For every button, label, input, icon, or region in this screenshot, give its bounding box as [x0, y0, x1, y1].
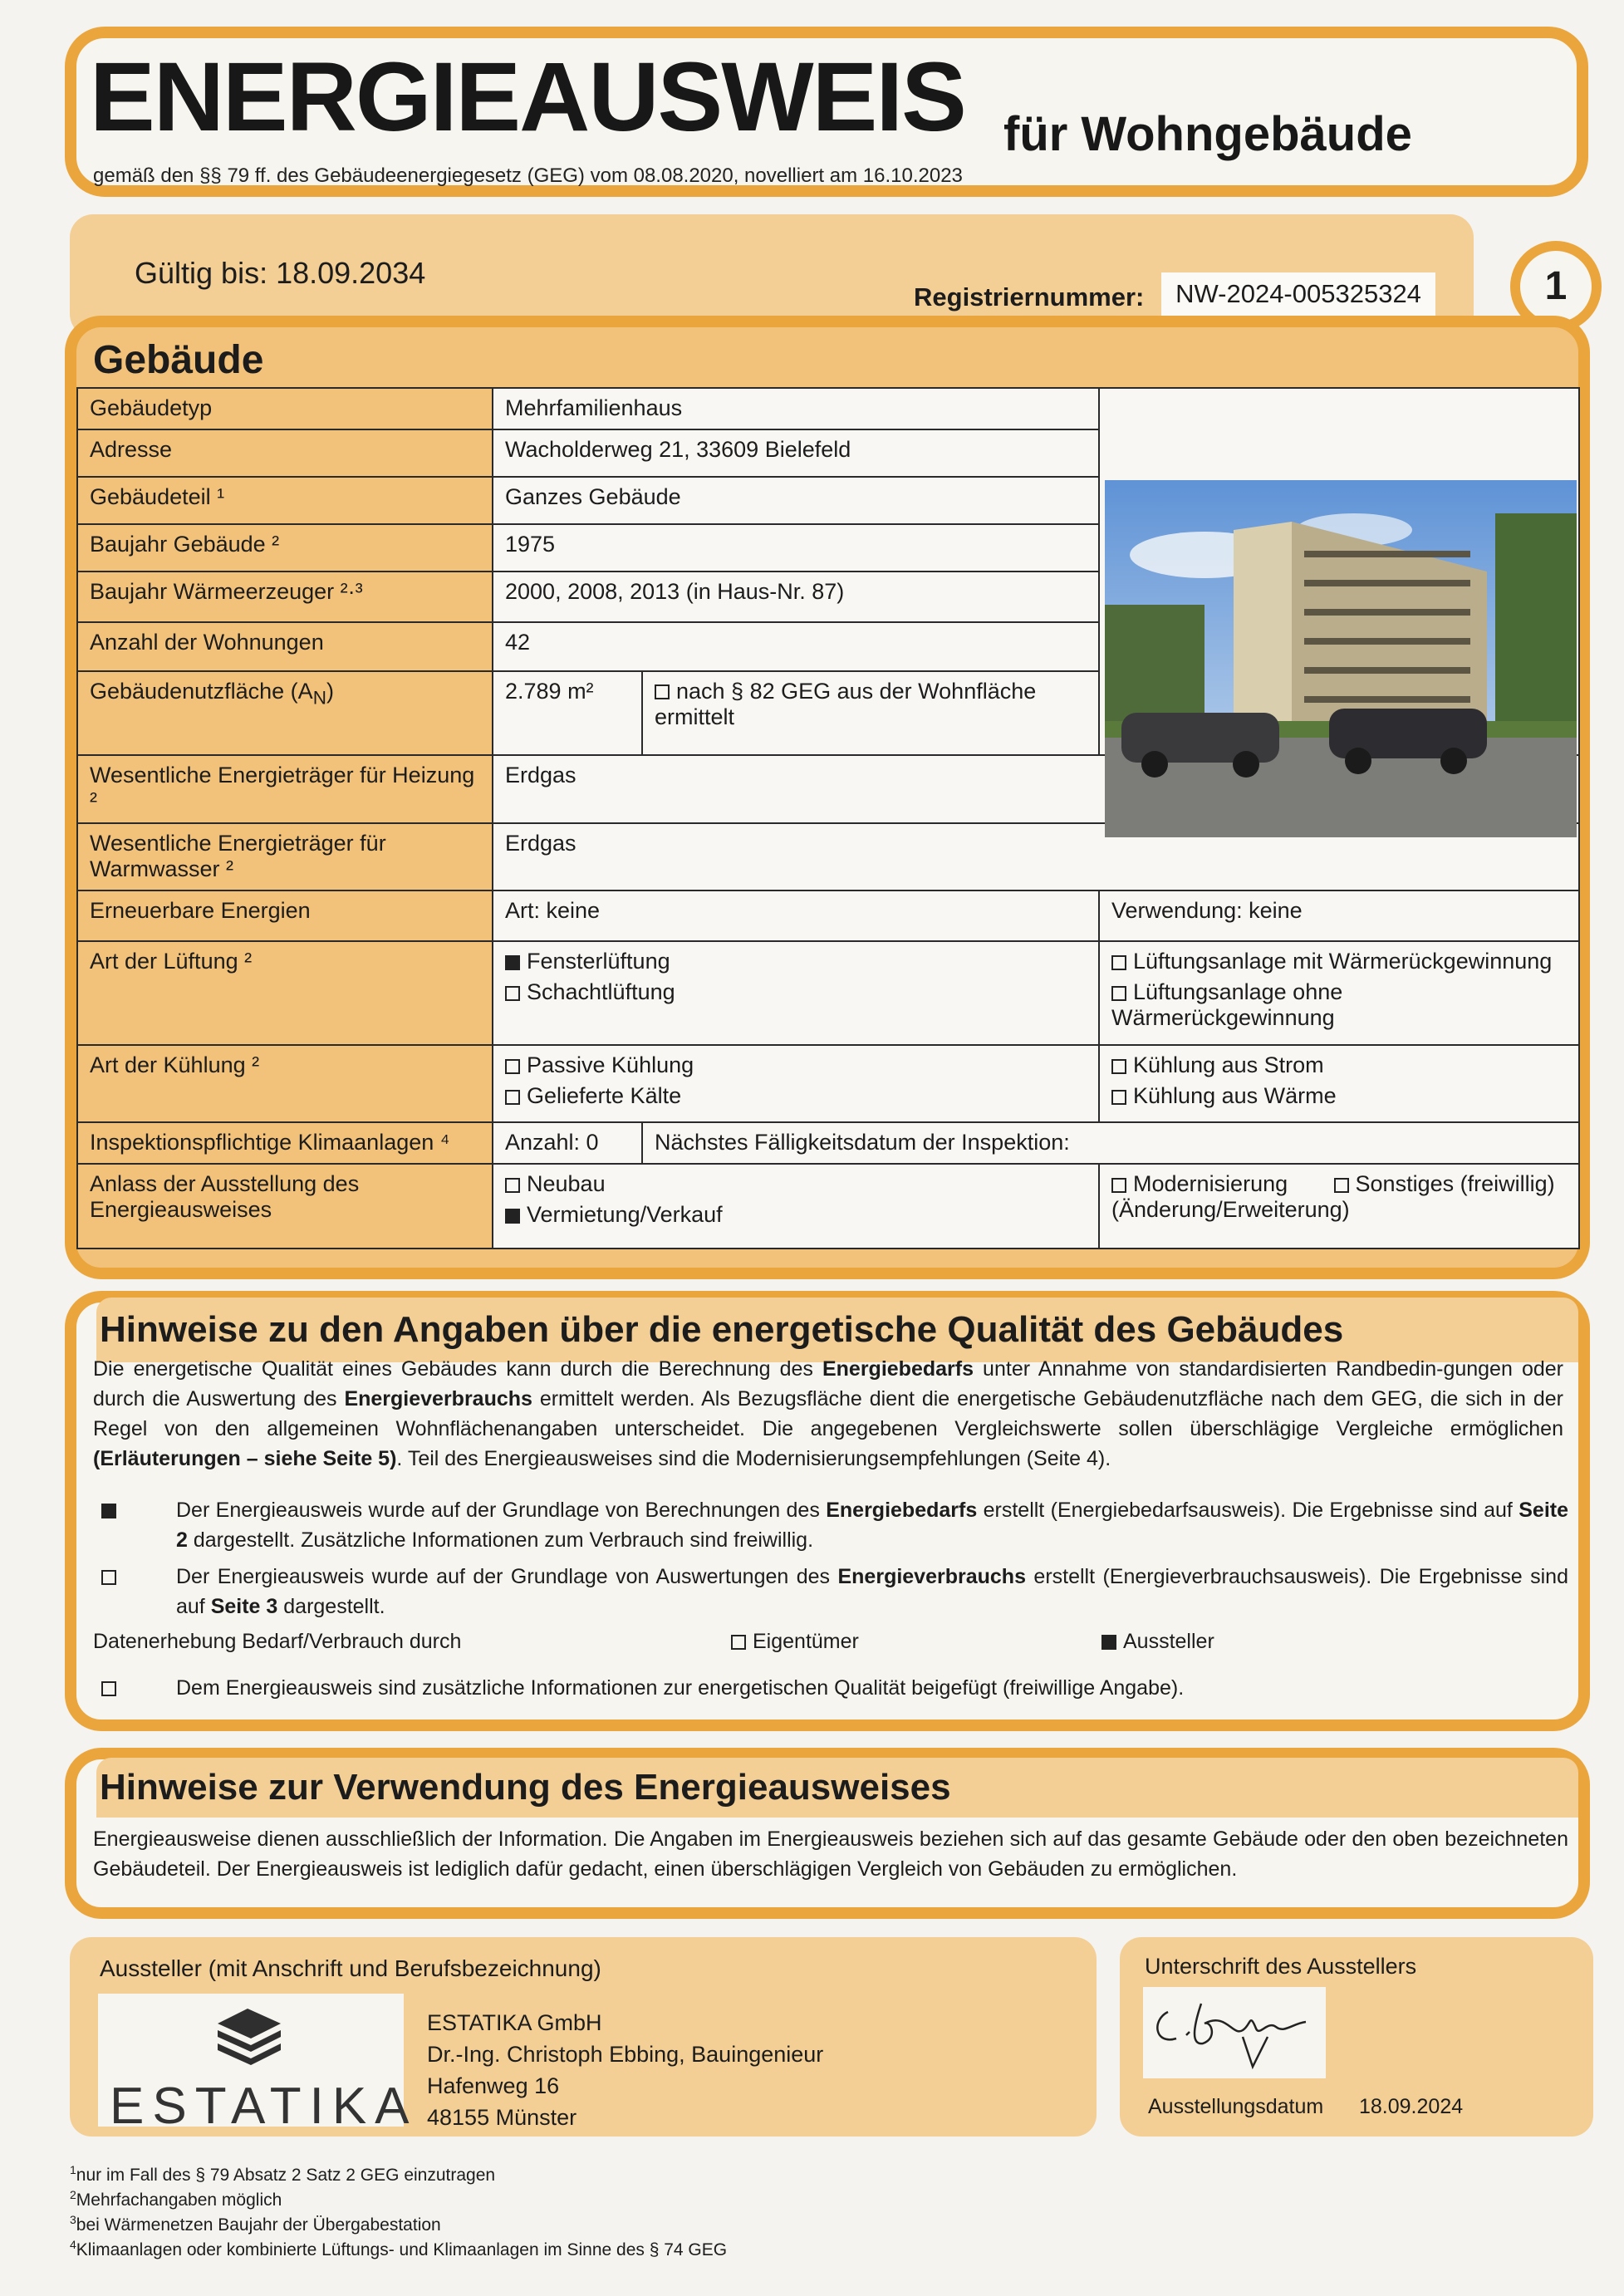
cool-options-left: Passive Kühlung Gelieferte Kälte: [493, 1045, 1099, 1123]
data-owner-option: Eigentümer: [731, 1626, 859, 1656]
checkbox: [505, 1059, 520, 1074]
page-number: 1: [1510, 241, 1602, 332]
vent-options-right: Lüftungsanlage mit Wärmerückgewinnung Lüftungsanlage ohne Wärmerückgewinnung: [1099, 941, 1579, 1045]
reason-options-left: Neubau Vermietung/Verkauf: [493, 1164, 1099, 1249]
row-value: 1975: [493, 524, 1099, 572]
row-label: Anzahl der Wohnungen: [77, 622, 493, 671]
row-label: Wesentliche Energieträger für Heizung ²: [77, 755, 493, 822]
checkbox: [101, 1562, 123, 1592]
checkbox: [505, 1178, 520, 1193]
building-photo: [1105, 480, 1577, 837]
issue-date: 18.09.2024: [1359, 2095, 1464, 2118]
row-label: Inspektionspflichtige Klimaanlagen ⁴: [77, 1122, 493, 1164]
checkbox: [1111, 1059, 1126, 1074]
checkbox: [1334, 1178, 1349, 1193]
row-label: Gebäudeteil ¹: [77, 477, 493, 524]
signature: [1143, 1987, 1326, 2078]
vent-options-left: Fensterlüftung Schachtlüftung: [493, 941, 1099, 1045]
row-label: Art der Kühlung ²: [77, 1045, 493, 1123]
row-value: Erdgas: [493, 755, 1579, 822]
row-value: Wacholderweg 21, 33609 Bielefeld: [493, 429, 1099, 477]
checkbox: [1111, 955, 1126, 970]
footnote-3: $^3$bei Wärmenetzen Baujahr der Übergabestation: [70, 2213, 441, 2235]
document-subtitle: für Wohngebäude: [1003, 107, 1412, 161]
row-label: Anlass der Ausstellung des Energieausweises: [77, 1164, 493, 1249]
cool-options-right: Kühlung aus Strom Kühlung aus Wärme: [1099, 1045, 1579, 1123]
document-title: ENERGIEAUSWEIS: [90, 42, 965, 152]
row-value: Ganzes Gebäude: [493, 477, 1099, 524]
data-issuer-option: Aussteller: [1101, 1626, 1214, 1656]
row-value: Erdgas: [493, 823, 1579, 890]
row-value: 2000, 2008, 2013 (in Haus-Nr. 87): [493, 572, 1099, 622]
checkbox-checked: [505, 955, 520, 970]
signature-label: Unterschrift des Ausstellers: [1145, 1954, 1417, 1979]
registration-label: Registriernummer:: [914, 282, 1145, 312]
option-additional-info: Dem Energieausweis sind zusätzliche Informationen zur energetischen Qualität beigefügt (freiwillige Angabe).: [176, 1676, 1185, 1700]
registration-number: NW-2024-005325324: [1161, 272, 1435, 316]
hint-usage-text: Energieausweise dienen ausschließlich der Information. Die Angaben im Energieausweis beziehen sich auf das gesamte Gebäude oder den oben bezeichneten Gebäudeteil. Der Energieausweis ist lediglich dafür gedacht, einen überschlägigen Vergleich von Gebäuden zu ermöglichen.: [93, 1827, 1568, 1881]
option-verbrauch: Der Energieausweis wurde auf der Grundlage von Auswertungen des Energieverbrauchs erstellt (Energieverbrauchsausweis). Die Ergebnisse sind auf Seite 3 dargestellt.: [176, 1565, 1568, 1618]
checkbox: [505, 986, 520, 1001]
checkbox: [655, 684, 670, 699]
row-label: Baujahr Gebäude ²: [77, 524, 493, 572]
legal-basis: gemäß den §§ 79 ff. des Gebäudeenergiegesetz (GEG) vom 08.08.2020, novelliert am 16.10.2023: [93, 164, 963, 187]
checkbox: [505, 1090, 520, 1105]
row-label: Art der Lüftung ²: [77, 941, 493, 1045]
hint-usage-title: Hinweise zur Verwendung des Energieausweises: [96, 1758, 1578, 1818]
checkbox: [1111, 986, 1126, 1001]
checkbox: [101, 1673, 123, 1703]
data-collection-label: Datenerhebung Bedarf/Verbrauch durch: [93, 1630, 462, 1653]
option-bedarf: Der Energieausweis wurde auf der Grundlage von Berechnungen des Energiebedarfs erstellt (Energiebedarfsausweis). Die Ergebnisse sind auf Seite 2 dargestellt. Zusätzliche Informationen zum Verbrauch sind freiwillig.: [176, 1499, 1568, 1552]
row-label: Erneuerbare Energien: [77, 890, 493, 941]
row-label: Gebäudenutzfläche $(A_N)$: [77, 671, 493, 756]
row-label: Wesentliche Energieträger für Warmwasser ²: [77, 823, 493, 890]
checkbox: [1111, 1090, 1126, 1105]
building-title: Gebäude: [93, 338, 264, 382]
footnote-1: $^1$nur im Fall des § 79 Absatz 2 Satz 2 GEG einzutragen: [70, 2163, 496, 2185]
row-label: Adresse: [77, 429, 493, 477]
logo-wordmark: ESTATIKA: [110, 2078, 418, 2135]
logo-stack-icon: [98, 1994, 404, 2077]
ac-count: Anzahl: 0: [493, 1122, 642, 1164]
row-label: Gebäudetyp: [77, 388, 493, 429]
footnote-4: $^4$Klimaanlagen oder kombinierte Lüftungs- und Klimaanlagen im Sinne des § 74 GEG: [70, 2238, 728, 2259]
footnote-2: $^2$Mehrfachangaben möglich: [70, 2188, 282, 2210]
issuer-label: Aussteller (mit Anschrift und Berufsbezeichnung): [100, 1955, 601, 1981]
row-label: Baujahr Wärmeerzeuger ²·³: [77, 572, 493, 622]
hint-quality-text: Die energetische Qualität eines Gebäudes kann durch die Berechnung des Energiebedarfs unter Annahme von standardisierten Randbedin-gungen oder durch die Auswertung des Energieverbrauchs ermittelt werden. Als Bezugsfläche dient die energetische Gebäudenutzfläche nach dem GEG, die sich in der Regel von den allgemeinen Wohnflächenangaben unterscheidet. Die angegebenen Vergleichswerte sollen überschlägige Vergleiche ermöglichen (Erläuterungen – siehe Seite 5). Teil des Energieausweises sind die Modernisierungsempfehlungen (Seite 4).: [93, 1357, 1563, 1470]
issuer-address: ESTATIKA GmbH Dr.-Ing. Christoph Ebbing, Bauingenieur Hafenweg 16 48155 Münster: [427, 2010, 824, 2130]
checkbox-checked: [505, 1209, 520, 1224]
row-value: 2.789 m²: [493, 671, 642, 756]
valid-until: Gültig bis: 18.09.2034: [135, 256, 426, 290]
area-option: nach § 82 GEG aus der Wohnfläche ermittelt: [642, 671, 1099, 756]
checkbox: [1111, 1178, 1126, 1193]
hint-quality-title: Hinweise zu den Angaben über die energetische Qualität des Gebäudes: [96, 1298, 1578, 1362]
issue-date-label: Ausstellungsdatum: [1148, 2095, 1324, 2118]
renew-art: Art: keine: [493, 890, 1099, 941]
renew-use: Verwendung: keine: [1099, 890, 1579, 941]
reason-options-right: Modernisierung (Änderung/Erweiterung) Sonstiges (freiwillig): [1099, 1164, 1579, 1249]
row-value: 42: [493, 622, 1099, 671]
checkbox-checked: [101, 1495, 123, 1525]
ac-next-date: Nächstes Fälligkeitsdatum der Inspektion:: [642, 1122, 1579, 1164]
row-value: Mehrfamilienhaus: [493, 388, 1099, 429]
